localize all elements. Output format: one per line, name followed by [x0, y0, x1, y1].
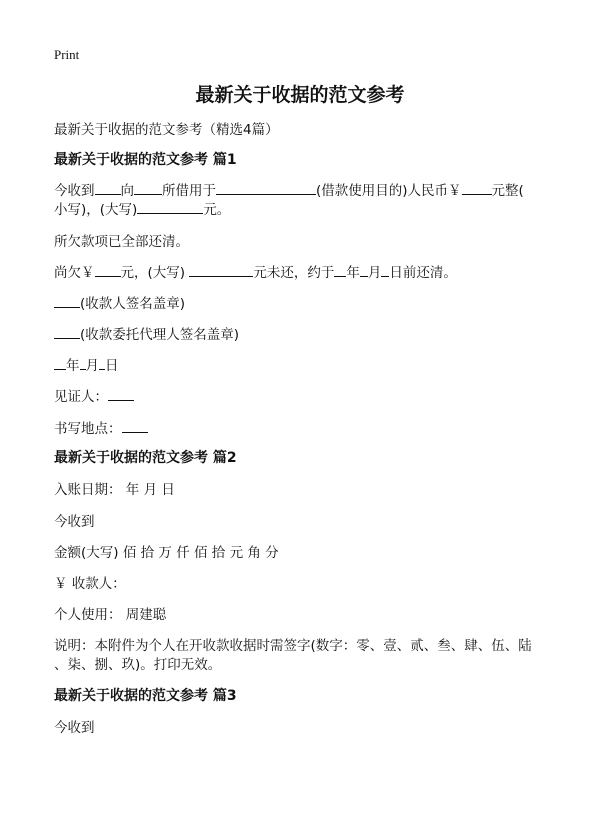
blank-field	[54, 293, 80, 308]
blank-field	[95, 180, 121, 195]
text: 见证人：	[54, 389, 108, 405]
date-line	[54, 355, 119, 376]
text: 元，(大写)	[120, 265, 186, 281]
print-link[interactable]: Print	[54, 47, 80, 62]
text: 日	[105, 358, 119, 374]
blank-field	[108, 386, 134, 401]
text: 年	[346, 265, 360, 281]
blank-field	[54, 355, 66, 370]
text: 向	[120, 183, 134, 199]
text: (收款委托代理人签名盖章)	[80, 327, 240, 343]
text: 书写地点：	[54, 421, 122, 437]
text: 所借用于	[162, 183, 216, 199]
blank-field	[134, 180, 162, 195]
note-line-2: 、柒、捌、玖)。打印无效。	[54, 657, 222, 673]
paid-line: 所欠款项已全部还清。	[54, 234, 189, 250]
amount-line: 金额(大写) 佰 拾 万 仟 佰 拾 元 角 分	[54, 545, 279, 561]
blank-field	[216, 180, 316, 195]
blank-field	[137, 199, 203, 214]
receipt-line-1	[54, 180, 524, 201]
payee-line: ￥ 收款人：	[54, 576, 126, 592]
text: 年	[66, 358, 80, 374]
text: 日前还清。	[389, 265, 457, 281]
received-line: 今收到	[54, 514, 95, 530]
payee-signature-line	[54, 293, 185, 314]
text: (借款使用目的)人民币￥	[316, 183, 462, 199]
text: 月	[85, 358, 99, 374]
witness-line	[54, 386, 134, 407]
blank-field	[122, 418, 148, 433]
blank-field	[462, 180, 492, 195]
text: 元整(	[491, 183, 524, 199]
note-line-1: 说明：本附件为个人在开收款收据时需签字(数字：零、壹、贰、叁、肆、伍、陆	[54, 638, 532, 654]
text: (收款人签名盖章)	[80, 296, 186, 312]
blank-field	[54, 324, 80, 339]
section-1-heading: 最新关于收据的范文参考 篇1	[54, 152, 237, 168]
text: 小写)，(大写)	[54, 202, 138, 218]
page-title: 最新关于收据的范文参考	[195, 84, 405, 106]
entry-date-line: 入账日期： 年 月 日	[54, 482, 175, 498]
section-2-heading: 最新关于收据的范文参考 篇2	[54, 450, 237, 466]
text: 元。	[203, 202, 231, 218]
text: 尚欠￥	[54, 265, 95, 281]
owed-line	[54, 262, 457, 283]
section-3-heading: 最新关于收据的范文参考 篇3	[54, 688, 237, 704]
personal-use-line: 个人使用： 周建聪	[54, 607, 167, 623]
receipt-line-2	[54, 199, 230, 220]
text: 元未还，约于	[253, 265, 335, 281]
blank-field	[360, 262, 368, 277]
blank-field	[95, 262, 121, 277]
subtitle: 最新关于收据的范文参考（精选4篇）	[54, 122, 279, 138]
location-line	[54, 418, 148, 439]
text: 今收到	[54, 183, 95, 199]
blank-field	[334, 262, 346, 277]
text: 月	[367, 265, 382, 281]
blank-field	[189, 262, 253, 277]
received-line-3: 今收到	[54, 720, 95, 736]
agent-signature-line	[54, 324, 239, 345]
